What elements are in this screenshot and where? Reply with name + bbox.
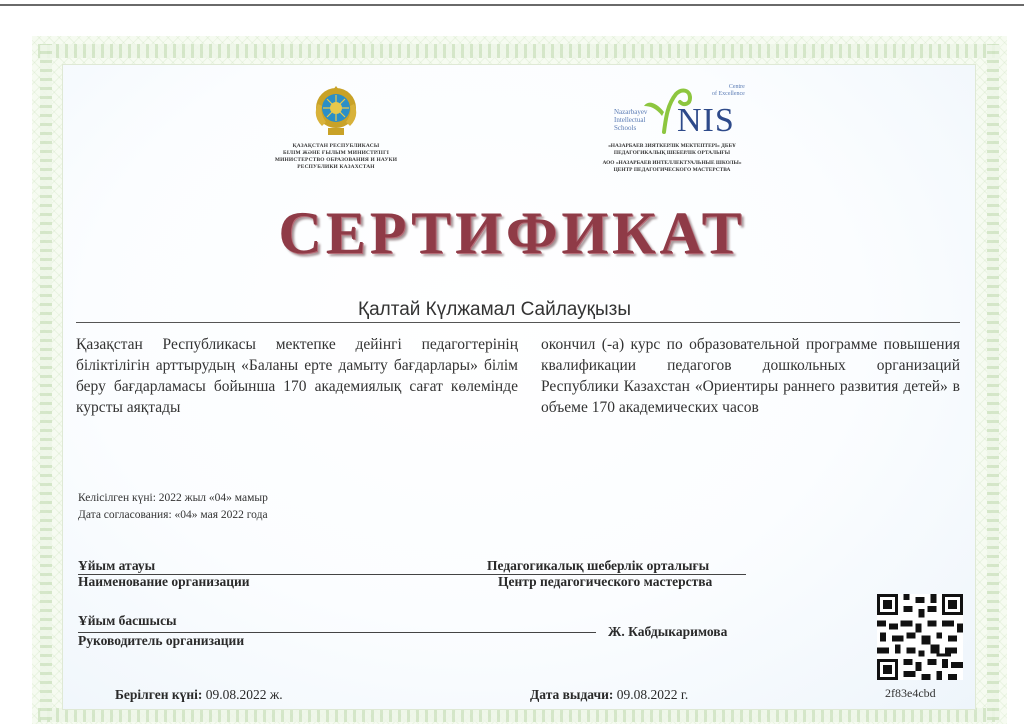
ministry-caption — [264, 143, 408, 171]
nis-coe-line-1: Centre — [728, 84, 745, 90]
nis-caption — [592, 143, 752, 174]
frame-band-top — [38, 44, 1000, 58]
head-label-ru: Руководитель организации — [78, 633, 245, 648]
organization-value-ru: Центр педагогического мастерства — [498, 574, 713, 589]
ministry-line-3: МИНИСТЕРСТВО ОБРАЗОВАНИЯ И НАУКИ — [274, 157, 398, 163]
nis-caption-line-4: ЦЕНТР ПЕДАГОГИЧЕСКОГО МАСТЕРСТВА — [613, 167, 731, 173]
nis-centre-of-excellence — [712, 84, 745, 98]
nis-caption-line-2: ПЕДАГОГИКАЛЫҚ ШЕБЕРЛІК ОРТАЛЫҒЫ — [613, 150, 731, 156]
head-name: Ж. Кабдыкаримова — [608, 624, 728, 639]
recipient-name: Қалтай Күлжамал Сайлауқызы — [358, 299, 631, 320]
nis-school-line-2: Intellectual — [614, 116, 646, 124]
nis-abbreviation: NIS — [677, 102, 735, 139]
nis-caption-line-3: АОО «НАЗАРБАЕВ ИНТЕЛЛЕКТУАЛЬНЫЕ ШКОЛЫ» — [602, 160, 742, 166]
state-emblem-icon — [314, 86, 358, 138]
name-underline — [76, 322, 960, 323]
frame-band-bottom — [38, 708, 1000, 722]
organization-label-ru: Наименование организации — [78, 574, 250, 589]
qr-code-text: 2f83e4cbd — [885, 686, 936, 700]
agreement-date — [78, 490, 268, 524]
issue-value-ru: 09.08.2022 г. — [616, 687, 689, 702]
course-text-ru: окончил (-а) курс по образовательной программе повышения квалификации педагогов дошкольных организаций Республики Казахстан «Ориентиры раннего развития детей» в объеме 170 академических часов — [541, 336, 960, 416]
agreement-date-ru: Дата согласования: «04» мая 2022 года — [78, 509, 268, 521]
issue-value-kz: 09.08.2022 ж. — [205, 687, 283, 702]
issue-date-ru — [530, 687, 688, 703]
agreement-date-kz: Келісілген күні: 2022 жыл «04» мамыр — [78, 492, 268, 504]
ministry-line-4: РЕСПУБЛИКИ КАЗАХСТАН — [297, 164, 375, 170]
nis-coe-line-2: of Excellence — [712, 91, 745, 97]
qr-code-icon — [877, 594, 963, 680]
nis-school-line-3: Schools — [614, 124, 637, 132]
organization-label-kz: Ұйым атауы — [78, 558, 156, 573]
nis-caption-line-1: «НАЗАРБАЕВ ЗИЯТКЕРЛІК МЕКТЕПТЕРІ» ДББҰ — [608, 143, 736, 149]
issue-label-ru: Дата выдачи: — [530, 687, 614, 702]
ministry-line-1: ҚАЗАҚСТАН РЕСПУБЛИКАСЫ — [292, 143, 380, 149]
nis-school-name — [614, 108, 647, 132]
frame-band-right — [987, 44, 999, 720]
ministry-line-2: БІЛІМ ЖӘНЕ ҒЫЛЫМ МИНИСТРЛІГІ — [282, 150, 389, 156]
head-label-kz: Ұйым басшысы — [78, 613, 177, 628]
certificate-title: СЕРТИФИКАТ — [278, 200, 746, 266]
nis-school-line-1: Nazarbayev — [614, 108, 648, 116]
course-text-kz: Қазақстан Республикасы мектепке дейінгі педагогтерінің біліктілігін арттырудың «Баланы ерте дамыту бағдарлары» білім беру бағдарламасы бойынша 170 академиялық сағат көлемінде курсты аяқтады — [76, 336, 518, 416]
issue-date-kz — [115, 687, 283, 703]
top-edge-line — [0, 4, 1024, 6]
issue-label-kz: Берілген күні: — [115, 687, 203, 702]
organization-value-kz: Педагогикалық шеберлік орталығы — [487, 558, 710, 573]
frame-band-left — [40, 44, 52, 720]
